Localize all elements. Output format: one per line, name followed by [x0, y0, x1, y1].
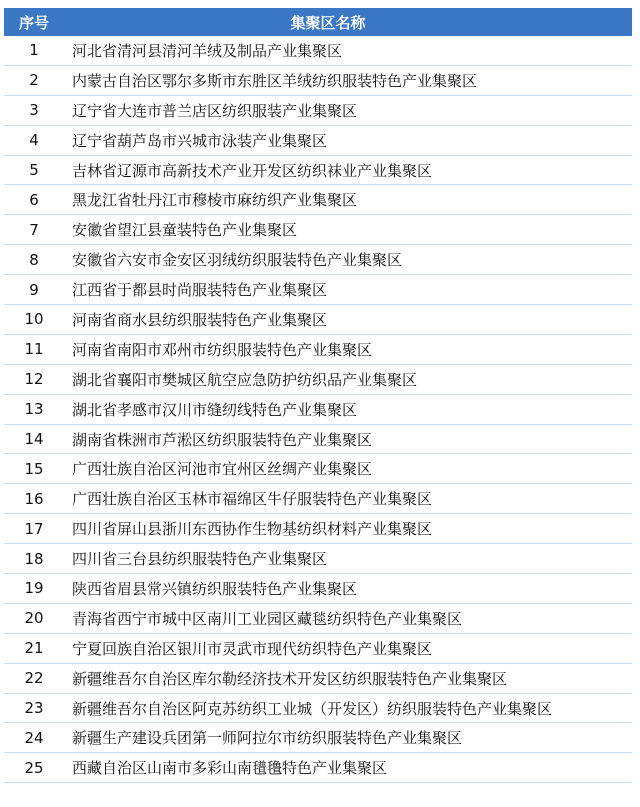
row-name: 辽宁省葫芦岛市兴城市泳装产业集聚区 — [72, 131, 328, 150]
row-name: 四川省三台县纺织服装特色产业集聚区 — [72, 550, 328, 569]
table-row — [4, 365, 632, 395]
table-row — [4, 664, 632, 694]
row-name: 青海省西宁市城中区南川工业园区藏毯纺织特色产业集聚区 — [72, 609, 463, 628]
table-row — [4, 694, 632, 724]
table-row — [4, 723, 632, 753]
table-row — [4, 634, 632, 664]
cluster-table — [4, 8, 632, 783]
row-index: 13 — [24, 400, 44, 419]
row-index: 16 — [24, 489, 44, 508]
table-row — [4, 514, 632, 544]
row-index: 7 — [29, 220, 39, 239]
row-index: 8 — [29, 250, 39, 269]
header-name: 集聚区名称 — [290, 13, 366, 32]
row-index: 6 — [29, 190, 39, 209]
table-row — [4, 454, 632, 484]
row-index: 10 — [24, 310, 44, 329]
row-name: 西藏自治区山南市多彩山南氆氇特色产业集聚区 — [72, 759, 388, 778]
row-index: 5 — [29, 161, 39, 179]
table-row — [4, 574, 632, 604]
row-index: 18 — [24, 549, 44, 568]
row-name: 湖北省襄阳市樊城区航空应急防护纺织品产业集聚区 — [72, 370, 418, 389]
table-row — [4, 185, 632, 215]
table-row — [4, 215, 632, 245]
row-index: 11 — [24, 340, 44, 359]
row-name: 新疆生产建设兵团第一师阿拉尔市纺织服装特色产业集聚区 — [72, 729, 463, 748]
row-index: 9 — [29, 280, 39, 299]
row-name: 新疆维吾尔自治区阿克苏纺织工业城（开发区）纺织服装特色产业集聚区 — [72, 699, 553, 718]
row-index: 2 — [29, 71, 39, 90]
table-body — [4, 36, 632, 783]
table-row — [4, 335, 632, 365]
row-name: 安徽省望江县童装特色产业集聚区 — [72, 221, 298, 240]
row-name: 吉林省辽源市高新技术产业开发区纺织袜业产业集聚区 — [72, 161, 433, 180]
row-name: 湖北省孝感市汉川市缝纫线特色产业集聚区 — [72, 400, 358, 419]
table-row — [4, 484, 632, 514]
row-name: 广西壮族自治区河池市宜州区丝绸产业集聚区 — [72, 460, 373, 479]
row-name: 广西壮族自治区玉林市福绵区牛仔服装特色产业集聚区 — [72, 490, 433, 509]
row-index: 19 — [24, 579, 44, 598]
row-name: 安徽省六安市金安区羽绒纺织服装特色产业集聚区 — [72, 251, 403, 270]
table-row — [4, 245, 632, 275]
row-index: 1 — [29, 41, 39, 60]
row-name: 宁夏回族自治区银川市灵武市现代纺织特色产业集聚区 — [72, 639, 433, 658]
row-index: 12 — [24, 370, 44, 389]
row-name: 黑龙江省牡丹江市穆棱市麻纺织产业集聚区 — [72, 191, 358, 210]
header-index: 序号 — [18, 13, 49, 32]
table-row — [4, 96, 632, 126]
table-row — [4, 395, 632, 425]
table-row — [4, 156, 632, 186]
table-row — [4, 66, 632, 96]
row-index: 14 — [24, 430, 44, 449]
row-index: 4 — [29, 131, 39, 150]
table-row — [4, 544, 632, 574]
row-index: 24 — [24, 728, 44, 747]
row-name: 四川省屏山县浙川东西协作生物基纺织材料产业集聚区 — [72, 520, 433, 539]
row-index: 15 — [24, 459, 44, 478]
table-row — [4, 126, 632, 156]
row-name: 内蒙古自治区鄂尔多斯市东胜区羊绒纺织服装特色产业集聚区 — [72, 71, 478, 90]
table-row — [4, 425, 632, 455]
table-row — [4, 604, 632, 634]
row-index: 25 — [24, 758, 44, 777]
table-row — [4, 305, 632, 335]
row-name: 江西省于都县时尚服装特色产业集聚区 — [72, 281, 328, 300]
row-index: 3 — [29, 101, 39, 120]
table-row — [4, 753, 632, 783]
row-name: 河北省清河县清河羊绒及制品产业集聚区 — [72, 41, 343, 60]
row-name: 辽宁省大连市普兰店区纺织服装产业集聚区 — [72, 101, 358, 120]
row-index: 23 — [24, 699, 44, 718]
row-name: 陕西省眉县常兴镇纺织服装特色产业集聚区 — [72, 579, 358, 598]
row-index: 21 — [24, 639, 44, 658]
row-name: 新疆维吾尔自治区库尔勒经济技术开发区纺织服装特色产业集聚区 — [72, 669, 508, 688]
row-index: 20 — [24, 609, 44, 628]
table-header — [4, 8, 632, 36]
row-index: 17 — [24, 519, 44, 538]
row-name: 河南省南阳市邓州市纺织服装特色产业集聚区 — [72, 340, 373, 359]
table-row — [4, 36, 632, 66]
row-name: 湖南省株洲市芦淞区纺织服装特色产业集聚区 — [72, 430, 373, 449]
row-index: 22 — [24, 669, 44, 688]
row-name: 河南省商水县纺织服装特色产业集聚区 — [72, 310, 328, 329]
table-row — [4, 275, 632, 305]
